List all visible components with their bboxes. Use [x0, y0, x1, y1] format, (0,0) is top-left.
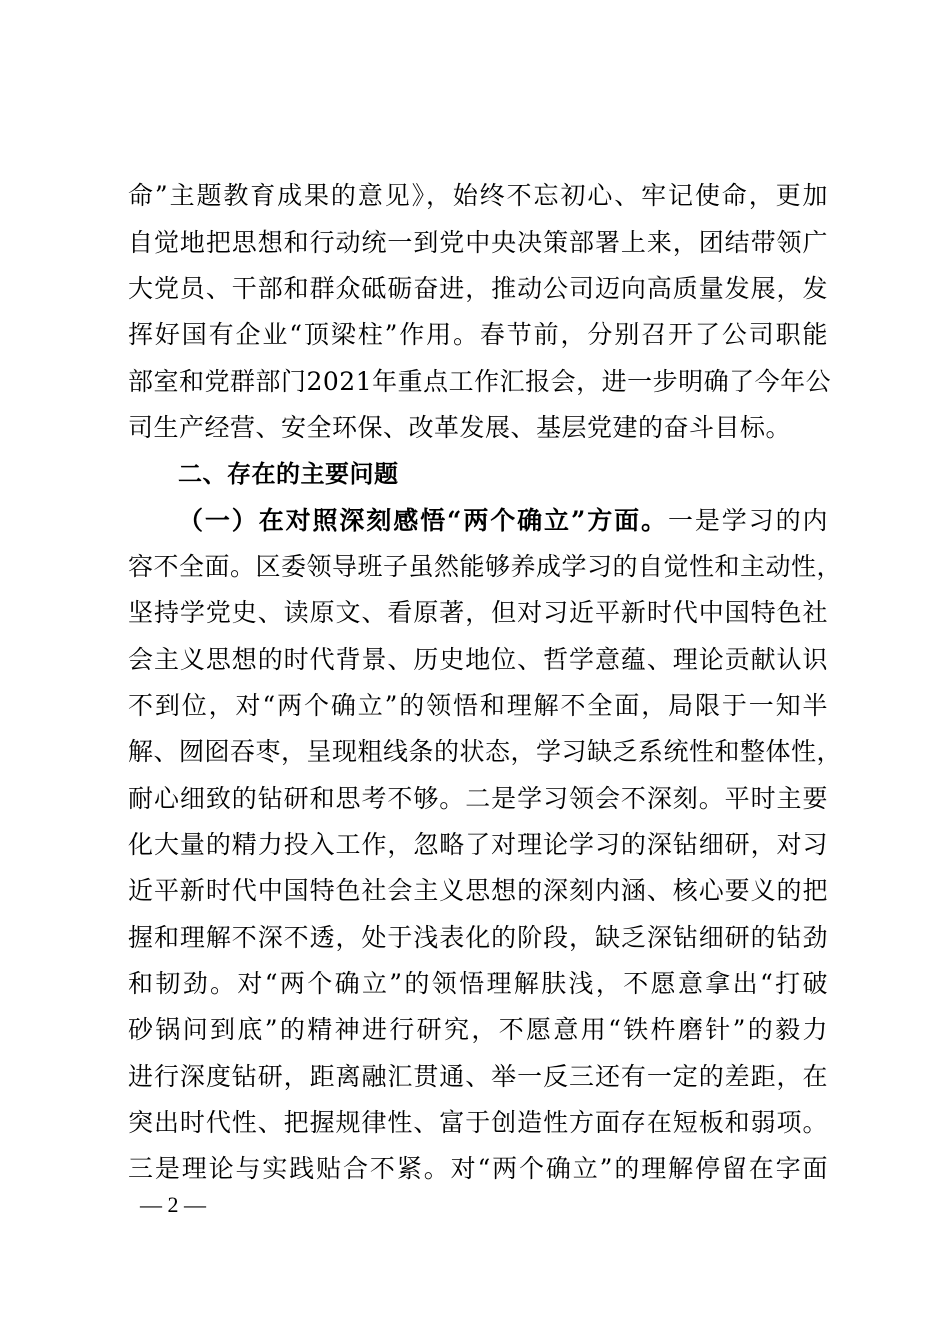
body-line-14: 三是理论与实践贴合不紧。对“两个确立”的理解停留在字面 [128, 1154, 828, 1183]
paragraph-line-1: 命”主题教育成果的意见》，始终不忘初心、牢记使命，更加 [128, 181, 828, 210]
body-line-1: 容不全面。区委领导班子虽然能够养成学习的自觉性和主动性， [128, 552, 843, 581]
body-line-12: 进行深度钻研，距离融汇贯通、举一反三还有一定的差距，在 [128, 1062, 828, 1091]
page-number: — 2 — [140, 1192, 206, 1217]
subsection-first-line [178, 506, 828, 536]
subsection-first-line-rest: 一是学习的内 [667, 506, 828, 535]
paragraph-line-2: 自觉地把思想和行动统一到党中央决策部署上来，团结带领广 [128, 228, 828, 257]
paragraph-line-6: 司生产经营、安全环保、改革发展、基层党建的奋斗目标。 [128, 413, 792, 442]
body-line-6: 耐心细致的钻研和思考不够。二是学习领会不深刻。平时主要 [128, 784, 828, 813]
body-line-13: 突出时代性、把握规律性、富于创造性方面存在短板和弱项。 [128, 1108, 828, 1137]
paragraph-line-4: 挥好国有企业“顶梁柱”作用。春节前，分别召开了公司职能 [128, 320, 828, 349]
body-line-7: 化大量的精力投入工作，忽略了对理论学习的深钻细研，对习 [128, 830, 828, 859]
body-line-9: 握和理解不深不透，处于浅表化的阶段，缺乏深钻细研的钻劲 [128, 923, 828, 952]
body-line-3: 会主义思想的时代背景、历史地位、哲学意蕴、理论贡献认识 [128, 645, 828, 674]
section-heading: 二、存在的主要问题 [178, 460, 399, 488]
body-line-10: 和韧劲。对“两个确立”的领悟理解肤浅，不愿意拿出“打破 [128, 969, 828, 998]
body-line-2: 坚持学党史、读原文、看原著，但对习近平新时代中国特色社 [128, 598, 828, 627]
body-line-8: 近平新时代中国特色社会主义思想的深刻内涵、核心要义的把 [128, 876, 828, 905]
body-line-5: 解、囫囵吞枣，呈现粗线条的状态，学习缺乏系统性和整体性， [128, 737, 843, 766]
paragraph-line-3: 大党员、干部和群众砥砺奋进，推动公司迈向高质量发展，发 [128, 274, 828, 303]
subsection-title: （一）在对照深刻感悟“两个确立”方面。 [178, 506, 668, 535]
body-line-4: 不到位，对“两个确立”的领悟和理解不全面，局限于一知半 [128, 691, 828, 720]
paragraph-line-5: 部室和党群部门2021年重点工作汇报会，进一步明确了今年公 [128, 367, 832, 396]
body-line-11: 砂锅问到底”的精神进行研究，不愿意用“铁杵磨针”的毅力 [128, 1015, 828, 1044]
